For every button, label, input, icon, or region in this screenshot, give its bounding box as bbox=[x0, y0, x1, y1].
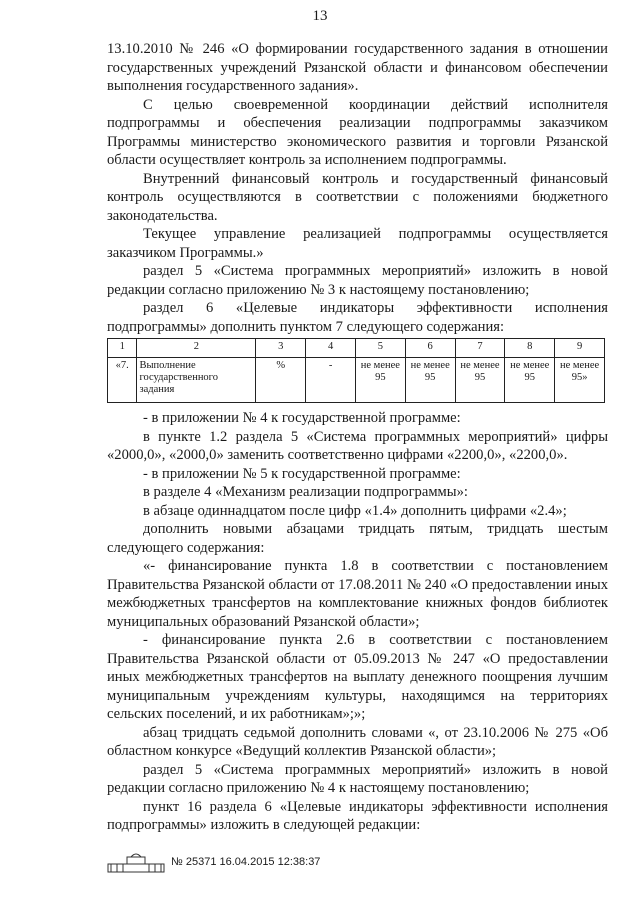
table-row bbox=[108, 358, 605, 403]
paragraph: Текущее управление реализацией подпрограммы осуществляется заказчиком Программы.» bbox=[107, 226, 608, 261]
table-cell: не менее 95 bbox=[405, 358, 455, 403]
table-cell: не менее 95» bbox=[555, 358, 605, 403]
page-number: 13 bbox=[312, 8, 328, 24]
paragraph: в пункте 1.2 раздела 5 «Система программных мероприятий» цифры «2000,0», «2000,0» заменить соответственно цифрами «2200,0», «2200,0». bbox=[107, 428, 608, 463]
paragraph: дополнить новыми абзацами тридцать пятым, тридцать шестым следующего содержания: bbox=[107, 521, 608, 556]
table-cell: «7. bbox=[108, 358, 137, 403]
table-cell: 7 bbox=[455, 339, 505, 358]
paragraph: - в приложении № 4 к государственной программе: bbox=[143, 410, 461, 426]
table-cell: % bbox=[256, 358, 306, 403]
government-building-logo-icon bbox=[107, 851, 165, 873]
indicators-table bbox=[107, 338, 605, 403]
paragraph: раздел 5 «Система программных мероприятий» изложить в новой редакции согласно приложению № 4 к настоящему постановлению; bbox=[107, 761, 608, 796]
table-cell: не менее 95 bbox=[355, 358, 405, 403]
paragraph: - финансирование пункта 2.6 в соответствии с постановлением Правительства Рязанской области от 05.09.2013 № 247 «О предоставлении иных межбюджетных трансфертов на выплату денежного поощрения лучшим муниципальным учреждениям культуры, находящимся на территориях сельских поселений, и их работникам»;»; bbox=[107, 632, 608, 722]
table-cell: 6 bbox=[405, 339, 455, 358]
paragraph: в абзаце одиннадцатом после цифр «1.4» дополнить цифрами «2.4»; bbox=[143, 502, 567, 519]
document-stamp: № 25371 16.04.2015 12:38:37 bbox=[171, 856, 321, 868]
table-cell: не менее 95 bbox=[455, 358, 505, 403]
table-header-row bbox=[108, 339, 605, 358]
paragraph: С целью своевременной координации действий исполнителя подпрограммы и обеспечения реализации подпрограммы заказчиком Программы министерство экономического развития и торговли Рязанской области осуществляет контроль за исполнением подпрограммы. bbox=[107, 96, 608, 168]
paragraph: 13.10.2010 № 246 «О формировании государственного задания в отношении государственных учреждений Рязанской области и финансовом обеспечении выполнения государственного задания». bbox=[107, 41, 608, 94]
table-cell: 9 bbox=[555, 339, 605, 358]
table-cell: 2 bbox=[137, 339, 256, 358]
paragraph: - в приложении № 5 к государственной программе: bbox=[143, 465, 461, 482]
paragraph: Внутренний финансовый контроль и государственный финансовый контроль осуществляются в соответствии с положениями бюджетного законодательства. bbox=[107, 170, 608, 224]
document-footer bbox=[107, 850, 320, 874]
table-cell: - bbox=[306, 358, 356, 403]
document-body bbox=[107, 40, 608, 835]
table-cell: 8 bbox=[505, 339, 555, 358]
table-cell: 1 bbox=[108, 339, 137, 358]
paragraph: в разделе 4 «Механизм реализации подпрограммы»: bbox=[143, 484, 468, 500]
table-cell: 5 bbox=[355, 339, 405, 358]
paragraph: раздел 5 «Система программных мероприятий» изложить в новой редакции согласно приложению № 3 к настоящему постановлению; bbox=[107, 263, 608, 298]
table-cell: Выполнение государственного задания bbox=[137, 358, 256, 403]
paragraph: абзац тридцать седьмой дополнить словами «, от 23.10.2006 № 275 «Об областном конкурсе «Ведущий коллектив Рязанской области»; bbox=[107, 724, 608, 759]
table-cell: 3 bbox=[256, 339, 306, 358]
paragraph: «- финансирование пункта 1.8 в соответствии с постановлением Правительства Рязанской области от 17.08.2011 № 240 «О предоставлении иных межбюджетных трансфертов на комплектование книжных фондов библиотек муниципальных образований Рязанской области»; bbox=[107, 558, 608, 630]
table-cell: не менее 95 bbox=[505, 358, 555, 403]
table-cell: 4 bbox=[306, 339, 356, 358]
paragraph: пункт 16 раздела 6 «Целевые индикаторы эффективности исполнения подпрограммы» изложить в следующей редакции: bbox=[107, 798, 608, 833]
paragraph: раздел 6 «Целевые индикаторы эффективности исполнения подпрограммы» дополнить пунктом 7 следующего содержания: bbox=[107, 300, 608, 335]
